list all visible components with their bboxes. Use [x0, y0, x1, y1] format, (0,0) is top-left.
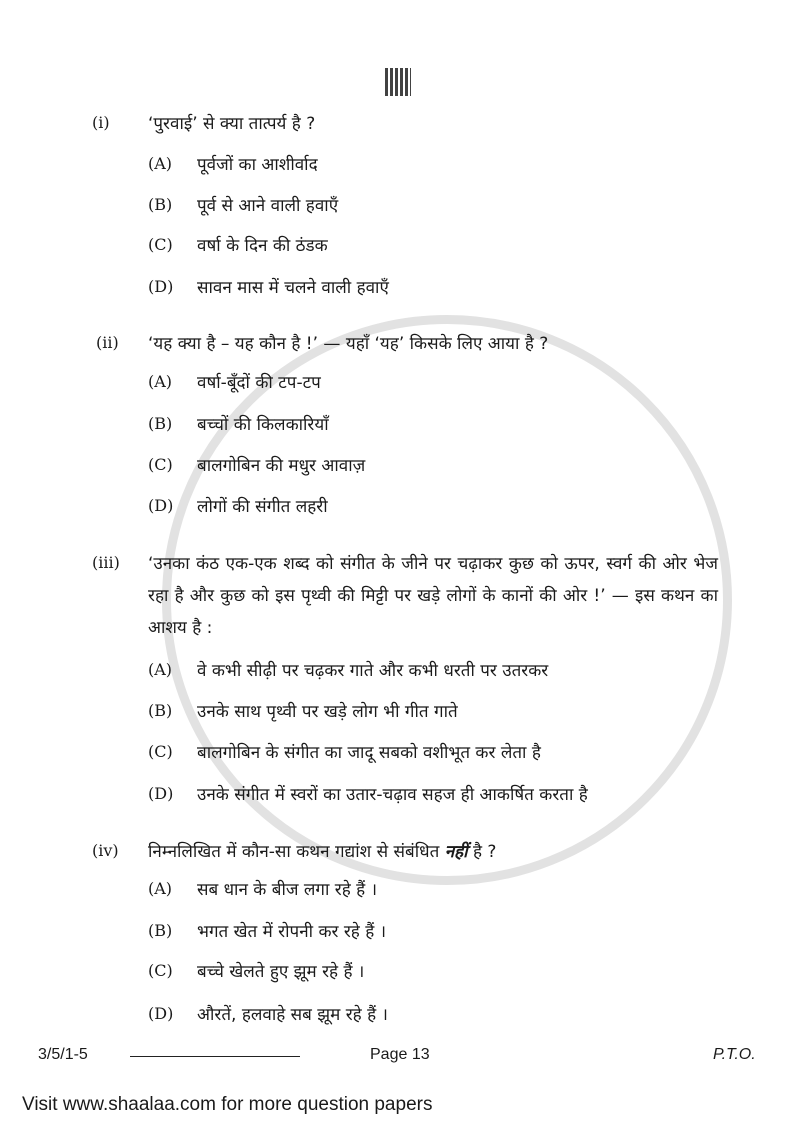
option-text: वर्षा-बूँदों की टप-टप — [197, 373, 321, 393]
option-text: उनके संगीत में स्वरों का उतार-चढ़ाव सहज ही आकर्षित करता है — [197, 785, 588, 805]
option-label: (B) — [148, 195, 173, 214]
option-label: (A) — [148, 660, 173, 679]
option-label: (D) — [148, 784, 174, 803]
option-label: (D) — [148, 1004, 174, 1023]
paper-code: 3/5/1-5 — [38, 1046, 88, 1063]
option-label: (B) — [148, 921, 173, 940]
option-text: बालगोबिन की मधुर आवाज़ — [197, 456, 366, 476]
option-label: (B) — [148, 701, 173, 720]
footer-rule — [130, 1056, 300, 1057]
option-label: (A) — [148, 372, 173, 391]
option-text: वे कभी सीढ़ी पर चढ़कर गाते और कभी धरती पर उतरकर — [197, 661, 549, 681]
question-number: (ii) — [96, 333, 119, 352]
question-text: ‘उनका कंठ एक-एक शब्द को संगीत के जीने पर चढ़ाकर कुछ को ऊपर, स्वर्ग की ओर भेज रहा है और कुछ को इस पृथ्वी की मिट्टी पर खड़े लोगों के कानों की ओर !’ — इस कथन का आशय है : — [148, 554, 718, 638]
option-text: औरतें, हलवाहे सब झूम रहे हैं । — [197, 1005, 388, 1025]
option-text: वर्षा के दिन की ठंडक — [197, 236, 328, 256]
emphasis-word: नहीं — [444, 842, 468, 862]
option-text: बालगोबिन के संगीत का जादू सबको वशीभूत कर लेता है — [197, 743, 541, 763]
question-text: ‘यह क्या है – यह कौन है !’ — यहाँ ‘यह’ किसके लिए आया है ? — [148, 334, 549, 354]
option-text: पूर्व से आने वाली हवाएँ — [197, 196, 339, 216]
option-label: (D) — [148, 496, 174, 515]
option-label: (B) — [148, 414, 173, 433]
question-number: (i) — [92, 113, 110, 132]
option-text: भगत खेत में रोपनी कर रहे हैं । — [197, 922, 387, 942]
option-text: बच्चे खेलते हुए झूम रहे हैं । — [197, 962, 365, 982]
option-text: सब धान के बीज लगा रहे हैं । — [197, 880, 378, 900]
option-label: (A) — [148, 154, 173, 173]
question-text: ‘पुरवाई’ से क्या तात्पर्य है ? — [148, 114, 316, 134]
option-label: (D) — [148, 277, 174, 296]
pto-label: P.T.O. — [713, 1046, 756, 1063]
option-label: (C) — [148, 235, 173, 254]
visit-link[interactable]: Visit www.shaalaa.com for more question papers — [22, 1094, 433, 1115]
option-label: (A) — [148, 879, 173, 898]
option-text: बच्चों की किलकारियाँ — [197, 415, 329, 435]
qr-code — [385, 68, 411, 96]
page-number: Page 13 — [370, 1046, 430, 1063]
option-text: सावन मास में चलने वाली हवाएँ — [197, 278, 389, 298]
question-number: (iii) — [92, 553, 120, 572]
question-text-after: है ? — [472, 842, 497, 862]
option-text: उनके साथ पृथ्वी पर खड़े लोग भी गीत गाते — [197, 702, 458, 722]
option-label: (C) — [148, 742, 173, 761]
option-label: (C) — [148, 961, 173, 980]
option-text: पूर्वजों का आशीर्वाद — [197, 155, 318, 175]
question-text-before: निम्नलिखित में कौन-सा कथन गद्यांश से संबंधित — [148, 842, 440, 862]
option-text: लोगों की संगीत लहरी — [197, 497, 328, 517]
question-number: (iv) — [92, 841, 119, 860]
question-text — [148, 839, 496, 862]
option-label: (C) — [148, 455, 173, 474]
